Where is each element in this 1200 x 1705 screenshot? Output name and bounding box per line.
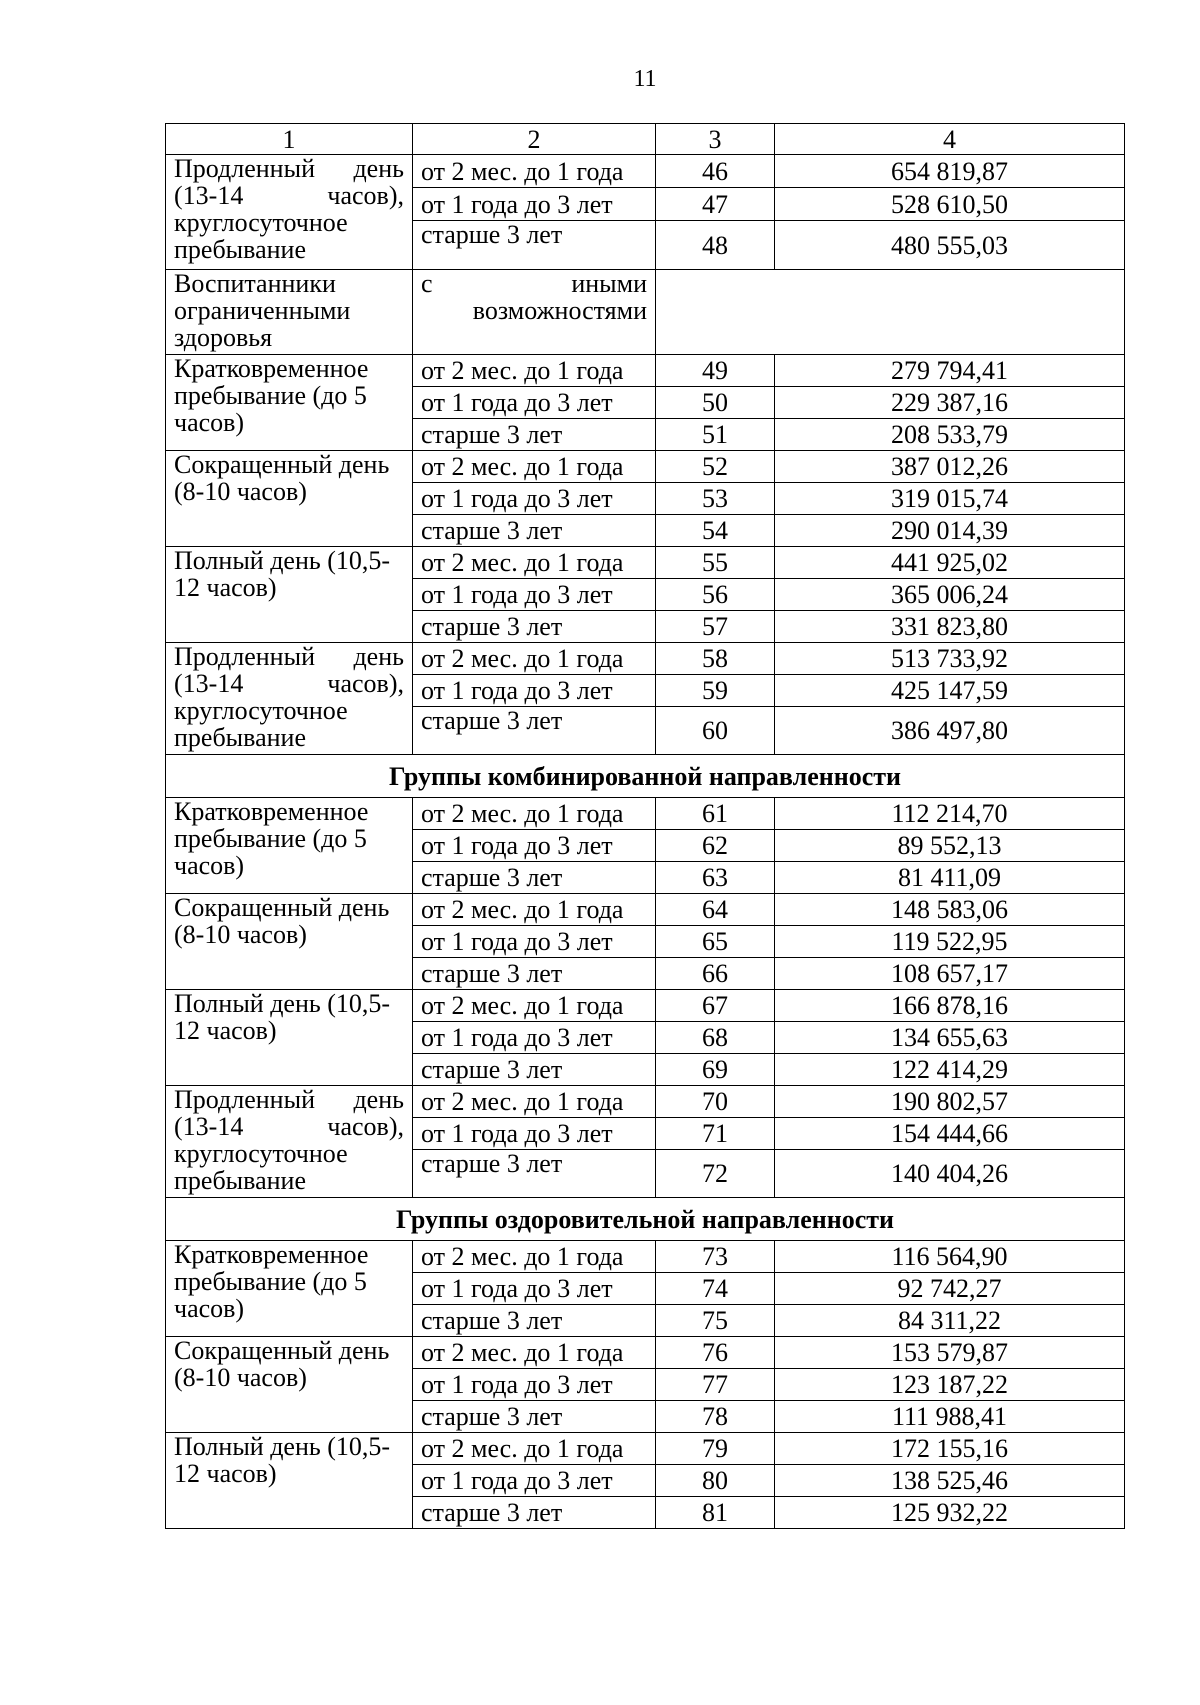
cost-value-cell: 290 014,39: [775, 515, 1125, 547]
row-number-cell: 77: [656, 1369, 775, 1401]
age-group-cell: от 1 года до 3 лет: [413, 926, 656, 958]
row-number-cell: 48: [656, 221, 775, 270]
column-number-cell: 1: [166, 124, 413, 155]
age-group-cell: старше 3 лет: [413, 419, 656, 451]
cost-value-cell: 112 214,70: [775, 798, 1125, 830]
row-number-cell: 72: [656, 1150, 775, 1198]
page-number: 11: [633, 66, 657, 92]
tariff-table-body: [166, 124, 1125, 1529]
section-title: Группы комбинированной направленности: [166, 755, 1125, 798]
label-word: иными: [571, 269, 647, 298]
age-group-cell: старше 3 лет: [413, 1305, 656, 1337]
row-number-cell: 46: [656, 155, 775, 188]
section-header-row: [166, 755, 1125, 798]
row-number-cell: 78: [656, 1401, 775, 1433]
age-group-cell: старше 3 лет: [413, 1497, 656, 1529]
age-group-cell: от 1 года до 3 лет: [413, 830, 656, 862]
age-group-cell: от 2 мес. до 1 года: [413, 451, 656, 483]
cost-value-cell: 148 583,06: [775, 894, 1125, 926]
stay-mode-label: Сокращенный день (8-10 часов): [166, 894, 413, 990]
stay-mode-label: Продленный день (13-14 часов), круглосуточное пребывание: [166, 155, 413, 270]
cost-value-cell: 528 610,50: [775, 188, 1125, 221]
row-number-cell: 58: [656, 643, 775, 675]
column-number-cell: 4: [775, 124, 1125, 155]
cost-value-cell: 89 552,13: [775, 830, 1125, 862]
section-header-row: [166, 1198, 1125, 1241]
cost-value-cell: 319 015,74: [775, 483, 1125, 515]
age-group-cell: от 1 года до 3 лет: [413, 483, 656, 515]
stay-mode-label: Кратковременное пребывание (до 5 часов): [166, 798, 413, 894]
column-number-cell: 3: [656, 124, 775, 155]
row-number-cell: 62: [656, 830, 775, 862]
cost-value-cell: 92 742,27: [775, 1273, 1125, 1305]
row-number-cell: 79: [656, 1433, 775, 1465]
cost-value-cell: 425 147,59: [775, 675, 1125, 707]
cost-value-cell: 108 657,17: [775, 958, 1125, 990]
row-number-cell: 60: [656, 707, 775, 755]
label-line: [421, 270, 647, 297]
special-category-label-left: [166, 270, 413, 355]
cost-value-cell: 480 555,03: [775, 221, 1125, 270]
age-group-cell: старше 3 лет: [413, 611, 656, 643]
age-group-cell: старше 3 лет: [413, 1054, 656, 1086]
row-number-cell: 64: [656, 894, 775, 926]
row-number-cell: 63: [656, 862, 775, 894]
cost-value-cell: 279 794,41: [775, 355, 1125, 387]
row-number-cell: 55: [656, 547, 775, 579]
age-group-cell: от 1 года до 3 лет: [413, 1022, 656, 1054]
stay-mode-label: Кратковременное пребывание (до 5 часов): [166, 355, 413, 451]
row-number-cell: 67: [656, 990, 775, 1022]
stay-mode-label: Сокращенный день (8-10 часов): [166, 1337, 413, 1433]
label-line: Воспитанники: [174, 269, 336, 298]
age-group-cell: старше 3 лет: [413, 1401, 656, 1433]
stay-mode-label: Кратковременное пребывание (до 5 часов): [166, 1241, 413, 1337]
row-number-cell: 74: [656, 1273, 775, 1305]
tariff-table: [165, 123, 1125, 1529]
row-number-cell: 76: [656, 1337, 775, 1369]
section-title: Группы оздоровительной направленности: [166, 1198, 1125, 1241]
table-row: [166, 155, 1125, 188]
cost-value-cell: 190 802,57: [775, 1086, 1125, 1118]
age-group-cell: от 2 мес. до 1 года: [413, 1086, 656, 1118]
cost-value-cell: 441 925,02: [775, 547, 1125, 579]
label-line: [421, 297, 647, 324]
age-group-cell: от 1 года до 3 лет: [413, 675, 656, 707]
table-row: [166, 451, 1125, 483]
row-number-cell: 53: [656, 483, 775, 515]
age-group-cell: старше 3 лет: [413, 707, 656, 755]
age-group-cell: старше 3 лет: [413, 862, 656, 894]
cost-value-cell: 331 823,80: [775, 611, 1125, 643]
table-row: [166, 1241, 1125, 1273]
cost-value-cell: 138 525,46: [775, 1465, 1125, 1497]
age-group-cell: от 2 мес. до 1 года: [413, 1433, 656, 1465]
special-category-label-right: [413, 270, 656, 355]
label-line: здоровья: [174, 323, 273, 352]
row-number-cell: 57: [656, 611, 775, 643]
cost-value-cell: 140 404,26: [775, 1150, 1125, 1198]
column-number-cell: 2: [413, 124, 656, 155]
column-number-row: [166, 124, 1125, 155]
row-number-cell: 54: [656, 515, 775, 547]
stay-mode-label: Полный день (10,5-12 часов): [166, 990, 413, 1086]
cost-value-cell: 153 579,87: [775, 1337, 1125, 1369]
age-group-cell: от 2 мес. до 1 года: [413, 894, 656, 926]
cost-value-cell: 229 387,16: [775, 387, 1125, 419]
cost-value-cell: 166 878,16: [775, 990, 1125, 1022]
age-group-cell: от 2 мес. до 1 года: [413, 643, 656, 675]
row-number-cell: 71: [656, 1118, 775, 1150]
stay-mode-label: Сокращенный день (8-10 часов): [166, 451, 413, 547]
age-group-cell: от 2 мес. до 1 года: [413, 990, 656, 1022]
row-number-cell: 73: [656, 1241, 775, 1273]
stay-mode-label: Продленный день (13-14 часов), круглосуточное пребывание: [166, 1086, 413, 1198]
row-number-cell: 51: [656, 419, 775, 451]
cost-value-cell: 84 311,22: [775, 1305, 1125, 1337]
age-group-cell: от 1 года до 3 лет: [413, 1465, 656, 1497]
row-number-cell: 61: [656, 798, 775, 830]
table-row: [166, 990, 1125, 1022]
age-group-cell: старше 3 лет: [413, 958, 656, 990]
age-group-cell: старше 3 лет: [413, 1150, 656, 1198]
row-number-cell: 68: [656, 1022, 775, 1054]
age-group-cell: от 2 мес. до 1 года: [413, 1337, 656, 1369]
age-group-cell: от 1 года до 3 лет: [413, 1273, 656, 1305]
age-group-cell: старше 3 лет: [413, 221, 656, 270]
cost-value-cell: 387 012,26: [775, 451, 1125, 483]
row-number-cell: 66: [656, 958, 775, 990]
age-group-cell: от 1 года до 3 лет: [413, 1369, 656, 1401]
age-group-cell: от 2 мес. до 1 года: [413, 155, 656, 188]
cost-value-cell: 81 411,09: [775, 862, 1125, 894]
cost-value-cell: 386 497,80: [775, 707, 1125, 755]
row-number-cell: 81: [656, 1497, 775, 1529]
cost-value-cell: 125 932,22: [775, 1497, 1125, 1529]
age-group-cell: от 1 года до 3 лет: [413, 188, 656, 221]
cost-value-cell: 365 006,24: [775, 579, 1125, 611]
cost-value-cell: 111 988,41: [775, 1401, 1125, 1433]
cost-value-cell: 154 444,66: [775, 1118, 1125, 1150]
table-row: [166, 1337, 1125, 1369]
cost-value-cell: 123 187,22: [775, 1369, 1125, 1401]
stay-mode-label: Продленный день (13-14 часов), круглосуточное пребывание: [166, 643, 413, 755]
row-number-cell: 56: [656, 579, 775, 611]
cost-value-cell: 654 819,87: [775, 155, 1125, 188]
label-word: возможностями: [472, 296, 647, 325]
cost-value-cell: 172 155,16: [775, 1433, 1125, 1465]
stay-mode-label: Полный день (10,5-12 часов): [166, 1433, 413, 1529]
row-number-cell: 59: [656, 675, 775, 707]
table-row: [166, 355, 1125, 387]
age-group-cell: от 2 мес. до 1 года: [413, 547, 656, 579]
row-number-cell: 52: [656, 451, 775, 483]
cost-value-cell: 134 655,63: [775, 1022, 1125, 1054]
cost-value-cell: 122 414,29: [775, 1054, 1125, 1086]
cost-value-cell: 208 533,79: [775, 419, 1125, 451]
age-group-cell: от 1 года до 3 лет: [413, 579, 656, 611]
age-group-cell: от 2 мес. до 1 года: [413, 1241, 656, 1273]
cost-value-cell: 119 522,95: [775, 926, 1125, 958]
row-number-cell: 80: [656, 1465, 775, 1497]
label-word: с: [421, 269, 433, 298]
age-group-cell: от 2 мес. до 1 года: [413, 355, 656, 387]
label-line: ограниченными: [174, 296, 351, 325]
table-row: [166, 798, 1125, 830]
row-number-cell: 75: [656, 1305, 775, 1337]
age-group-cell: от 2 мес. до 1 года: [413, 798, 656, 830]
table-row: [166, 547, 1125, 579]
row-number-cell: 65: [656, 926, 775, 958]
table-row: [166, 894, 1125, 926]
stay-mode-label: Полный день (10,5-12 часов): [166, 547, 413, 643]
table-row: [166, 643, 1125, 675]
special-category-row: [166, 270, 1125, 355]
row-number-cell: 70: [656, 1086, 775, 1118]
age-group-cell: старше 3 лет: [413, 515, 656, 547]
row-number-cell: 50: [656, 387, 775, 419]
cost-value-cell: 116 564,90: [775, 1241, 1125, 1273]
table-row: [166, 1086, 1125, 1118]
age-group-cell: от 1 года до 3 лет: [413, 387, 656, 419]
cost-value-cell: 513 733,92: [775, 643, 1125, 675]
row-number-cell: 69: [656, 1054, 775, 1086]
row-number-cell: 47: [656, 188, 775, 221]
empty-cell: [656, 270, 1125, 355]
row-number-cell: 49: [656, 355, 775, 387]
table-row: [166, 1433, 1125, 1465]
age-group-cell: от 1 года до 3 лет: [413, 1118, 656, 1150]
